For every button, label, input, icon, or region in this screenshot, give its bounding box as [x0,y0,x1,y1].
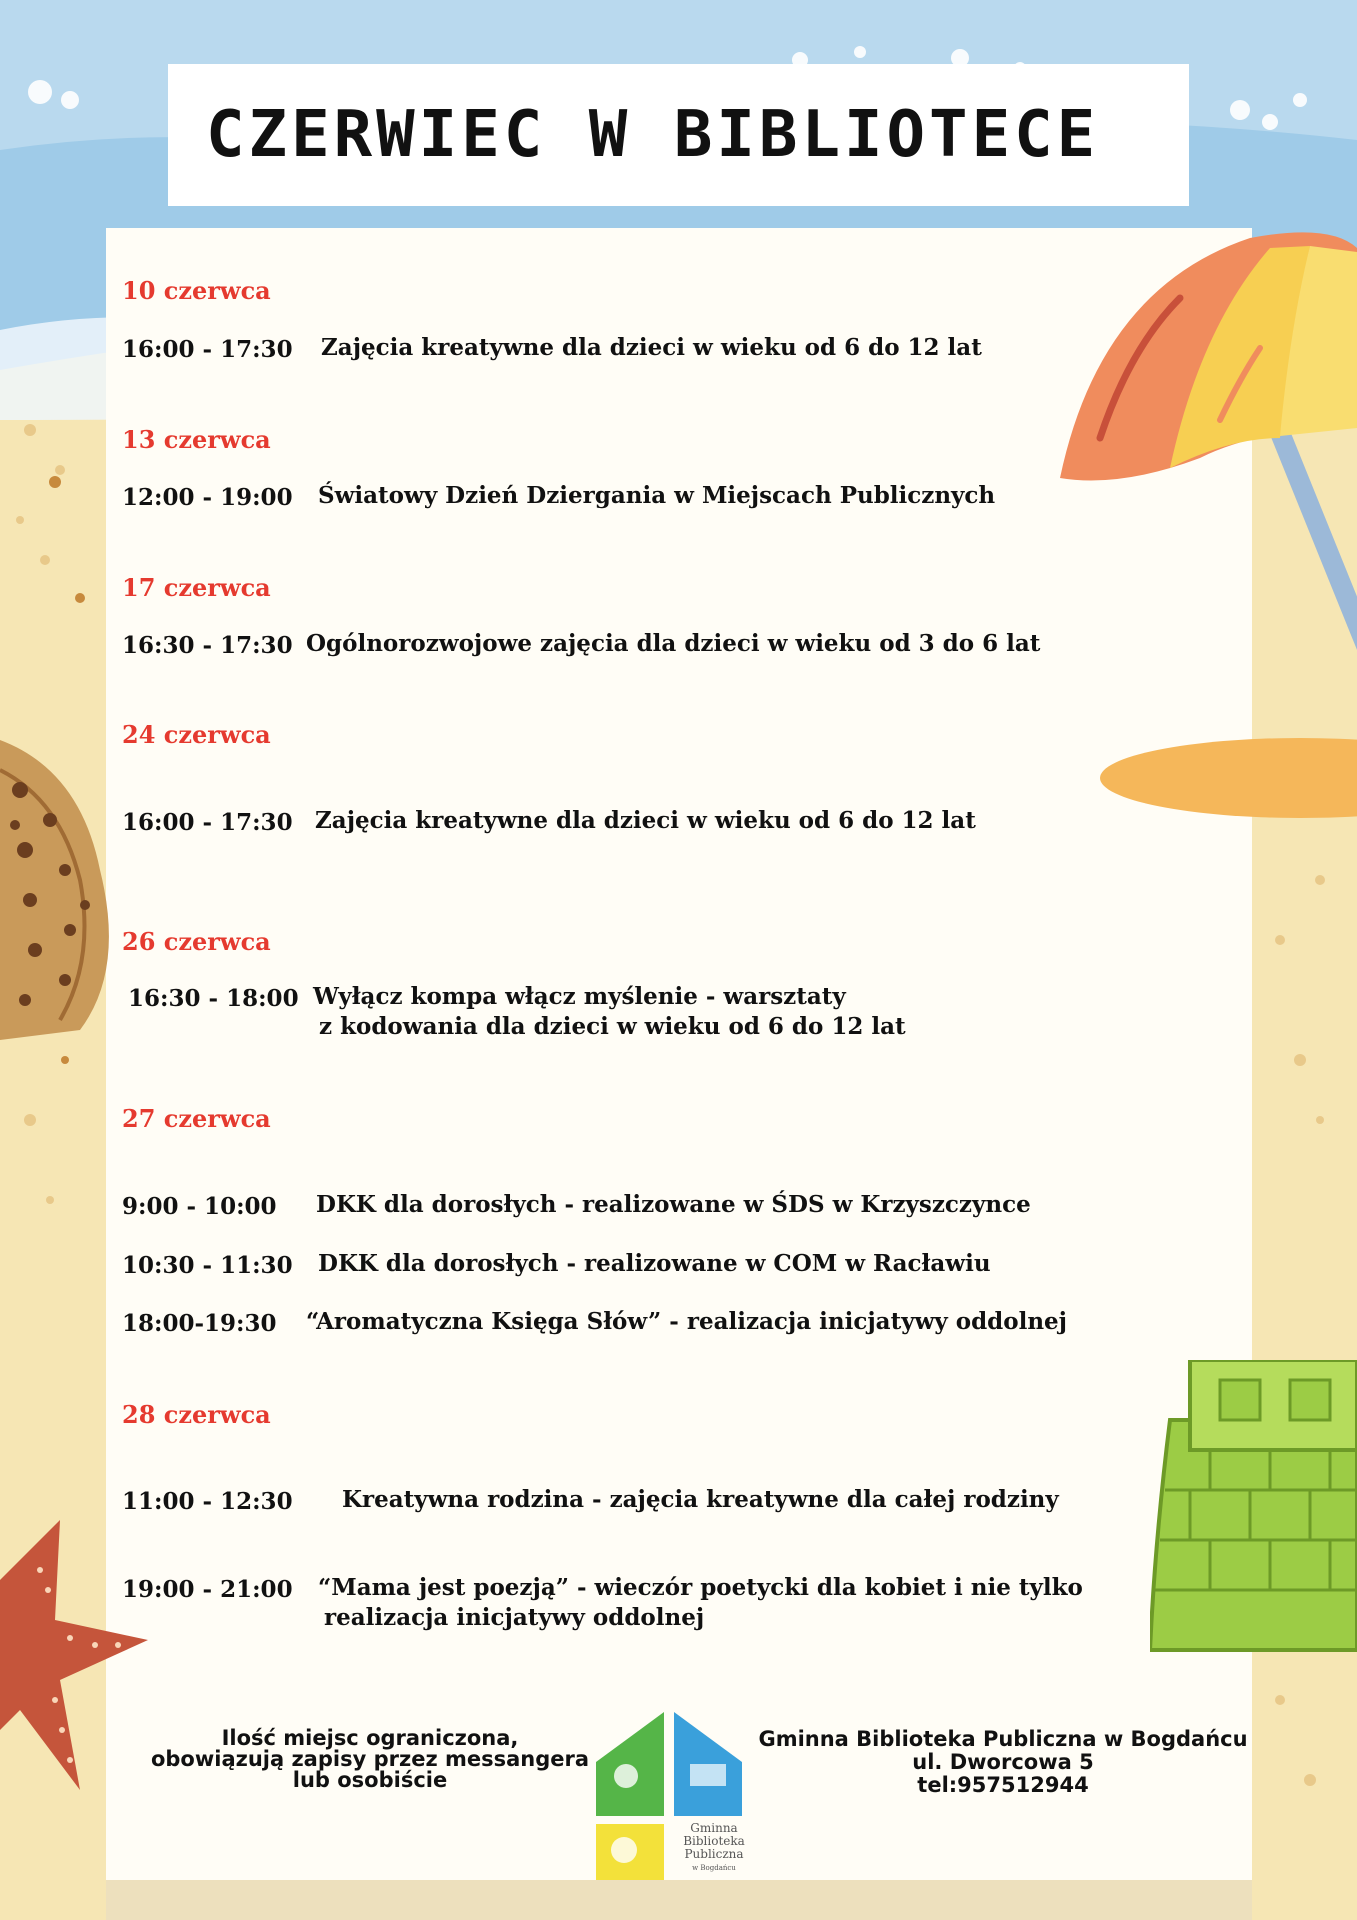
event-time: 12:00 - 19:00 [122,484,293,511]
event-time: 19:00 - 21:00 [122,1576,293,1603]
library-address: ul. Dworcowa 5 [912,1750,1094,1774]
logo-text: Publiczna [684,1847,744,1861]
event-date: 10 czerwca [122,276,271,305]
seashell-icon [0,730,130,1050]
event-time: 16:30 - 17:30 [122,632,293,659]
event-date: 26 czerwca [122,927,271,956]
logo-text: Biblioteka [683,1834,745,1848]
event-description [316,1190,1031,1220]
event-date: 13 czerwca [122,425,271,454]
signup-note [150,1728,590,1791]
event-description [318,481,995,511]
event-description [306,1307,1067,1337]
event-description [321,333,982,363]
event-date: 17 czerwca [122,573,271,602]
library-phone: tel:957512944 [917,1773,1089,1797]
signup-note-line: lub osobiście [292,1768,448,1792]
event-description-line: Ogólnorozwojowe zajęcia dla dzieci w wieku od 3 do 6 lat [306,630,1041,657]
event-description-line: Zajęcia kreatywne dla dzieci w wieku od 6 do 12 lat [321,334,982,361]
event-time: 11:00 - 12:30 [122,1488,293,1515]
library-name: Gminna Biblioteka Publiczna w Bogdańcu [758,1727,1248,1751]
event-description-line: Zajęcia kreatywne dla dzieci w wieku od 6 do 12 lat [315,807,976,834]
event-time: 9:00 - 10:00 [122,1193,277,1220]
starfish-icon [0,1510,150,1810]
event-time: 10:30 - 11:30 [122,1252,293,1279]
event-description-line: Wyłącz kompa włącz myślenie - warsztaty [313,983,846,1010]
event-description-line: DKK dla dorosłych - realizowane w COM w Racławiu [318,1250,991,1277]
event-description [342,1485,1059,1515]
event-description [313,982,906,1042]
event-date: 28 czerwca [122,1400,271,1429]
event-description-line: Światowy Dzień Dziergania w Miejscach Publicznych [318,482,996,509]
page-title: CZERWIEC W BIBLIOTECE [206,98,1100,172]
signup-note-line: Ilość miejsc ograniczona, [221,1726,519,1750]
event-description-line: “Mama jest poezją” - wieczór poetycki dla kobiet i nie tylko [318,1574,1083,1601]
logo-text: Gminna [690,1821,738,1835]
event-description [318,1249,991,1279]
event-description-line: z kodowania dla dzieci w wieku od 6 do 12 lat [319,1013,906,1040]
event-time: 16:30 - 18:00 [128,985,299,1012]
event-description [306,629,1040,659]
signup-note-line: obowiązują zapisy przez messangera [150,1747,590,1771]
library-contact [748,1728,1258,1797]
event-date: 27 czerwca [122,1104,271,1133]
event-date: 24 czerwca [122,720,271,749]
event-time: 18:00-19:30 [122,1310,277,1337]
event-time: 16:00 - 17:30 [122,809,293,836]
event-time: 16:00 - 17:30 [122,336,293,363]
umbrella-icon [1060,228,1357,848]
event-description [318,1573,1083,1633]
event-description-line: “Aromatyczna Księga Słów” - realizacja inicjatywy oddolnej [306,1308,1067,1335]
event-description [315,806,976,836]
event-description-line: Kreatywna rodzina - zajęcia kreatywne dla całej rodziny [342,1486,1059,1513]
event-description-line: DKK dla dorosłych - realizowane w ŚDS w Krzyszczynce [316,1191,1031,1218]
sandcastle-icon [1150,1360,1357,1660]
event-description-line: realizacja inicjatywy oddolnej [324,1604,705,1631]
logo-text: w Bogdańcu [692,1864,736,1872]
